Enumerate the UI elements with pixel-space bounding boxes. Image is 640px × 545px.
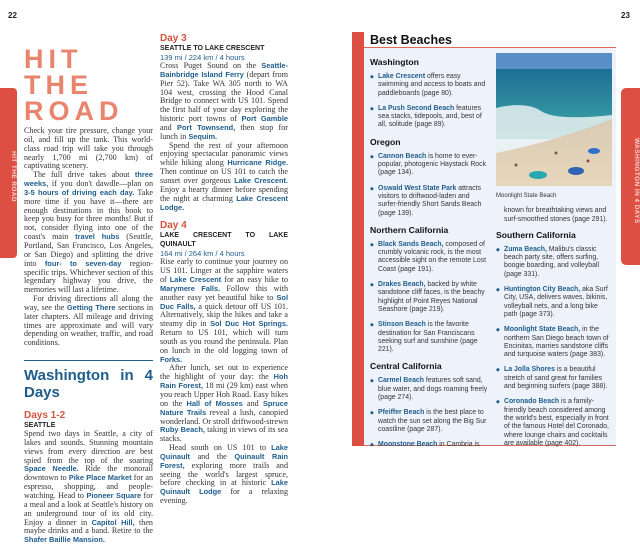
day-heading: Day 4 (160, 220, 187, 232)
text-run: Head south on US 101 to (169, 443, 272, 453)
beach-name: Moonstone Beach (378, 441, 438, 449)
place-highlight: Spruce Nature Trails (160, 398, 289, 417)
beach-description: offers easy swimming and access to boats and paddleboards (page 80). (378, 73, 486, 97)
best-beaches-sidebar (364, 47, 616, 449)
route-distance: 164 mi / 264 km / 4 hours (160, 249, 245, 259)
text-run: Follow this with another easy yet beautiful hike to (160, 283, 289, 302)
photo-caption: Moonlight State Beach (496, 193, 557, 200)
text-run: The full drive takes about (33, 170, 135, 180)
place-highlight: Port Townsend, (177, 122, 236, 132)
beach-name: Drakes Beach, (378, 281, 426, 289)
place-highlight: Hoh Rain Forest, (160, 372, 288, 391)
place-highlight: Getting There (66, 302, 116, 312)
place-highlight: Seattle-Bainbridge Island Ferry (160, 61, 288, 79)
page-number-left: 22 (8, 11, 17, 20)
beach-name: La Push Second Beach (378, 104, 455, 112)
beach-description: is the best place to watch the sun set along the Big Sur coastline (page 287). (378, 409, 487, 433)
text-run: exploring more trails and seeing the world's largest spruce, before checking in at historic (160, 460, 288, 488)
place-highlight: Sequim. (188, 131, 218, 141)
place-highlight: Marymere Falls. (160, 283, 221, 293)
beach-item (496, 398, 612, 448)
place-highlight: Lake Quinault (160, 443, 288, 461)
text-run: For driving directions all along the way, see the (24, 294, 153, 312)
beach-description: is a family-friendly beach considered among the world's best, especially in front of the famous Hotel del Coronado, where lounge chairs and cocktails are available (page 402). (504, 398, 609, 447)
paragraph (160, 62, 288, 142)
region-heading: Oregon (370, 136, 401, 147)
place-highlight: Lake Crescent. (234, 175, 288, 185)
paragraph (24, 127, 153, 171)
route-heading: SEATTLE TO LAKE CRESCENT (160, 45, 265, 52)
beach-description: is the favorite destination for San Franciscans seeking surf and sunshine (page 221). (378, 321, 478, 354)
text-run: Check your tire pressure, change your oil, and fill up the tank. This world-class road trip will take you through nearly 1,700 mi (2,700 km) of captivating scenery. (24, 126, 153, 171)
beach-name: La Jolla Shores (504, 366, 555, 374)
region-heading: Washington (370, 57, 419, 67)
beach-description: backed by white sandstone cliff faces, is the beachy highlight of Point Reyes National Seashore (page 219). (378, 281, 485, 313)
paragraph (160, 142, 288, 213)
region-heading: Northern California (370, 224, 449, 235)
place-highlight: Capitol Hill, (91, 517, 135, 527)
paragraph (24, 171, 153, 295)
beach-description: features sea stacks, tidepools, and, best of all, solitude (page 89). (378, 104, 482, 129)
sidebar-accent-bar (352, 32, 364, 446)
beach-description: attracts visitors to driftwood-laden and surfer-friendly Short Sands Beach (page 139). (378, 184, 482, 217)
beach-name: Pfeiffer Beach (378, 409, 425, 417)
beach-item (370, 105, 488, 130)
region-heading: Central California (370, 361, 442, 372)
route-distance: 139 mi / 224 km / 4 hours (160, 53, 245, 62)
beach-name: Black Sands Beach, (378, 240, 444, 248)
text-run: sections in later chapters. All mileage and driving times are approximate and will vary depending on weather, traffic, and road conditions. (24, 302, 154, 348)
place-highlight: four- to seven-day (44, 258, 122, 268)
day-heading: Day 3 (160, 33, 187, 44)
text-run: a quick detour off US 101. Alternatively, skip the hikes and take a steamy dip in (160, 301, 288, 329)
place-highlight: Quinault Rain Forest, (160, 451, 288, 470)
text-run: then stop for lunch in (160, 122, 288, 141)
paragraph (160, 258, 288, 364)
beach-item (370, 409, 488, 434)
section-title: Washington in 4 Days (24, 360, 153, 401)
beach-name: Zuma Beach, (504, 245, 547, 253)
text-run: then maybe drinks and a band. Retire to the (24, 517, 153, 536)
beach-description: in the northern San Diego beach town of Encinitas, marries sandstone cliffs and turquoise waters (page 383). (504, 326, 609, 359)
text-run: 18 mi (29 km) east when you reach Upper Hoh Road. Easy hikes on the (160, 381, 288, 408)
day-heading: Days 1-2 (24, 410, 66, 422)
paragraph (24, 295, 153, 348)
text-run: Take more time if you have it—there are enough destinations in this book to keep you busy for three months! But if not, consider flying into one of the coast's main (24, 187, 153, 242)
place-highlight: Shafer Baillie Mansion. (24, 535, 105, 545)
text-run: region-specific trips. Whichever section of this legendary highway you drive, the memories will last a lifetime. (24, 258, 153, 295)
text-run: Ride the monorail downtown to (24, 464, 154, 483)
place-highlight: three weeks, (24, 170, 153, 189)
place-highlight: travel hubs (75, 232, 120, 242)
place-highlight: 3-5 hours of driving each day. (24, 187, 135, 197)
place-highlight: Pike Place Market (68, 473, 132, 483)
text-run: for a meal and a look at Seattle's history on an underground tour of its old city. Enjoy a dinner in (24, 491, 153, 527)
sidebar-title: Best Beaches (370, 33, 452, 47)
region-heading: Southern California (496, 229, 576, 240)
beach-name: Stinson Beach (378, 321, 426, 329)
text-run: Then continue on US 101 to catch the sunset over gorgeous (160, 167, 288, 185)
beach-description: Malibu's classic beach party site, offers surfing, boogie boarding, and volleyball (page 331). (504, 245, 600, 278)
paragraph (160, 444, 288, 506)
beach-name: Cannon Beach (378, 152, 427, 160)
place-highlight: Lake Crescent (169, 275, 222, 285)
place-highlight: Space Needle. (24, 464, 79, 474)
beach-photo (496, 53, 612, 186)
text-run: if you don't dawdle—plan on (48, 179, 153, 189)
place-highlight: Pioneer Square (86, 491, 142, 500)
beach-description: features soft sand, blue water, and dogs roaming freely (page 274). (378, 377, 488, 402)
beach-item (370, 73, 488, 98)
beach-description: is home to ever-popular, photogenic Haystack Rock (page 134). (378, 152, 487, 177)
text-run: (Seattle, Portland, San Francisco, Los Angeles, or San Diego) and splitting the drive into (24, 232, 153, 268)
text-run: After lunch, set out to experience the highlight of your day: the (160, 363, 288, 382)
place-highlight: Sol Duc Falls, (160, 292, 288, 311)
text-run: for an easy hike to (221, 275, 288, 285)
paragraph (24, 430, 153, 545)
text-run: for a relaxing evening. (160, 487, 288, 506)
place-highlight: Sol Duc Hot Springs. (210, 319, 289, 329)
route-heading: LAKE CRESCENT TO LAKE QUINAULT (160, 232, 288, 249)
text-run: for an espresso, shopping, and people-watching. Head to (24, 473, 154, 500)
place-highlight: Forks. (160, 354, 183, 364)
beach-item (370, 441, 488, 449)
beach-description: composed of crumbly volcanic rock, is the most accessible sight on the remote Lost Coast (page 191). (378, 240, 487, 273)
beach-item (370, 153, 488, 178)
place-highlight: Lake Quinault Lodge (160, 478, 288, 497)
place-highlight: Hall of Mosses (186, 398, 243, 408)
beach-item (496, 246, 612, 279)
beach-item (370, 185, 488, 218)
beach-description: is a beautiful stretch of sand great for families and beginning surfers (page 388). (504, 366, 608, 391)
beach-item (370, 241, 488, 274)
text-run: Rise early to continue your journey on US 101. Linger at the sapphire waters of (160, 257, 288, 285)
text-run: Spend two days in Seattle, a city of lakes and sounds. Stunning mountain views from every direction are best spied from the top of the soaring (24, 429, 153, 465)
text-run: and (242, 398, 263, 408)
place-highlight: Port Gamble (241, 114, 288, 124)
chapter-tab-left: HIT THE ROAD (0, 88, 17, 258)
left-column (24, 46, 153, 545)
text-run: and (160, 122, 178, 132)
beach-description: aka Surf City, USA, delivers waves, bikinis, volleyball nets, and a long bike path (page 373). (504, 286, 608, 318)
beach-name: Huntington City Beach, (504, 286, 581, 294)
text-run: Spend the rest of your afternoon enjoying spectacular panoramic views while hiking along (160, 140, 288, 168)
text-run: reveal a lush, canopied wonderland. Or stroll driftwood-strewn (160, 407, 288, 426)
beach-item (496, 366, 612, 391)
text-run: Return to US 101, which will turn south as you round the peninsula. Plan on lunch in the old logging town of (160, 328, 288, 355)
page-number-right: 23 (621, 11, 630, 20)
beach-name: Coronado Beach (504, 398, 560, 406)
text-run: Cross Puget Sound on the (160, 61, 262, 70)
beach-item (370, 377, 488, 402)
place-highlight: Hurricane Ridge. (227, 158, 289, 168)
place-highlight: Lake Crescent Lodge. (160, 193, 289, 212)
route-heading: SEATTLE (24, 422, 56, 430)
beach-name: Moonlight State Beach, (504, 326, 581, 334)
beach-item (496, 286, 612, 319)
page-title: HIT THE ROAD (24, 44, 124, 126)
beach-name: Carmel Beach (378, 377, 424, 385)
beach-item (370, 281, 488, 314)
chapter-tab-right: WASHINGTON IN 4 DAYS (621, 88, 640, 265)
beach-name: Oswald West State Park (378, 184, 457, 192)
text-run: and the (189, 451, 235, 461)
paragraph (160, 364, 288, 444)
beach-item (496, 326, 612, 359)
beach-description: in Cambria is (437, 441, 480, 449)
beach-name: Lake Crescent (378, 73, 426, 80)
text-run: (depart from Pier 52). Take WA 305 north to WA 104 west, crossing the Hood Canal Bridge to connect with US 101. Spend the first half of your day exploring the historic port towns of (160, 69, 288, 124)
continued-text: known for breathtaking views and surf-smoothed stones (page 291). (504, 207, 608, 223)
place-highlight: Ruby Beach, (160, 425, 205, 435)
text-run: Enjoy a hearty dinner before spending the night at charming (160, 184, 288, 203)
right-column (160, 33, 288, 506)
text-run: taking in views of its sea stacks. (160, 425, 288, 444)
beach-item (370, 321, 488, 354)
